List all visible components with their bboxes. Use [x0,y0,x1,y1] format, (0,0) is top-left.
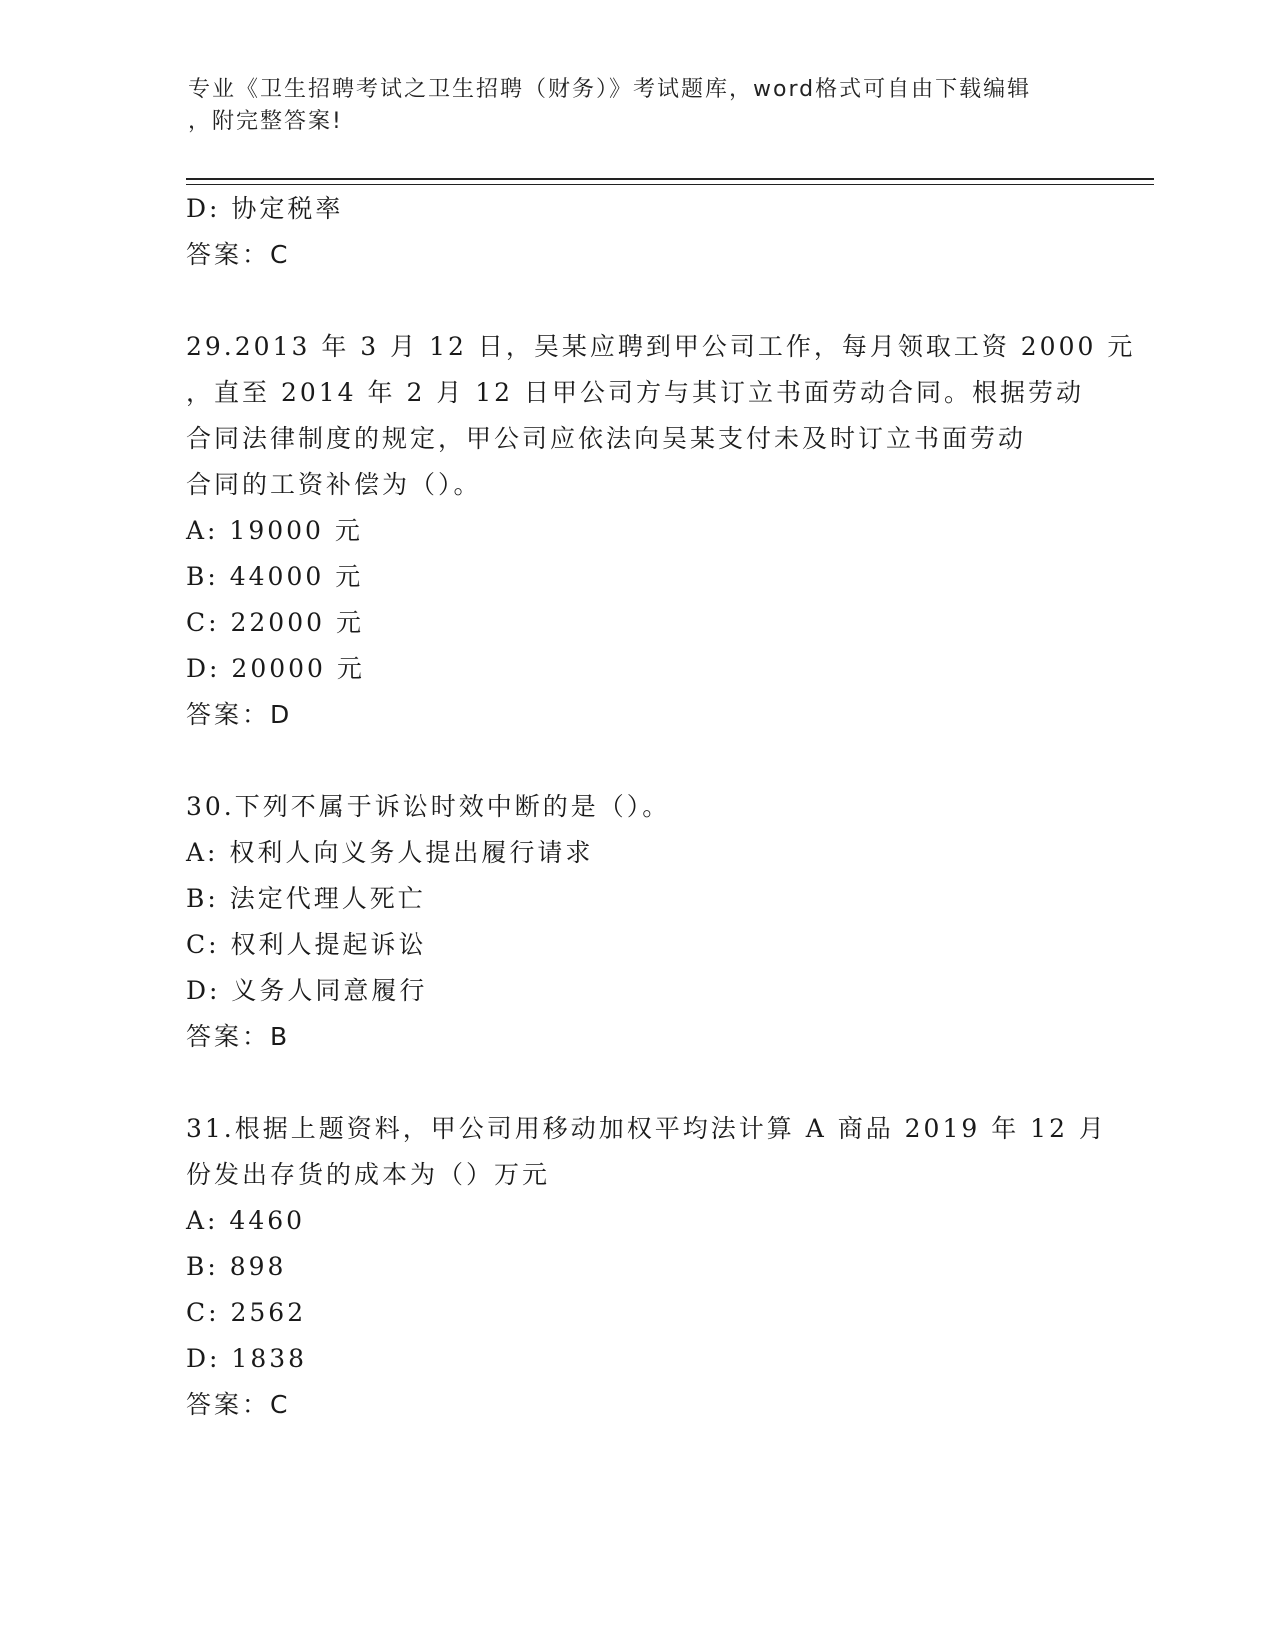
spacer [186,738,1086,784]
question-29-option-c: C: 22000 元 [186,608,364,637]
prev-option-d: D: 协定税率 [186,194,344,223]
document-header [188,74,1088,138]
question-29-option-a: A: 19000 元 [186,516,363,545]
question-29-option-d: D: 20000 元 [186,654,365,683]
question-30-answer: 答案：B [186,1022,291,1051]
question-29-line: 合同的工资补偿为（）。 [186,470,482,499]
question-29-option-b: B: 44000 元 [186,562,364,591]
question-30-option-c: C: 权利人提起诉讼 [186,930,427,959]
question-30-option-a: A: 权利人向义务人提出履行请求 [186,838,594,867]
spacer [186,1060,1086,1106]
question-31-line: 31.根据上题资料，甲公司用移动加权平均法计算 A 商品 2019 年 12 月 [186,1114,1107,1143]
question-29-line: 合同法律制度的规定，甲公司应依法向吴某支付未及时订立书面劳动 [186,424,1027,453]
question-31-line: 份发出存货的成本为（）万元 [186,1160,551,1189]
question-30-line: 30.下列不属于诉讼时效中断的是（）。 [186,792,671,821]
question-31 [186,1106,1107,1198]
header-line-1: 专业《卫生招聘考试之卫生招聘（财务）》考试题库，word格式可自由下载编辑 [188,77,1032,102]
question-31-option-b: B: 898 [186,1252,287,1281]
spacer [186,278,1086,324]
question-29-line: ，直至 2014 年 2 月 12 日甲公司方与其订立书面劳动合同。根据劳动 [186,378,1085,407]
question-31-option-a: A: 4460 [186,1206,306,1235]
question-31-answer: 答案：C [186,1390,291,1419]
question-29-line: 29.2013 年 3 月 12 日，吴某应聘到甲公司工作，每月领取工资 2000 元 [186,332,1136,361]
header-rule-thin [186,184,1154,185]
header-line-2: ，附完整答案! [188,109,343,134]
question-body [186,186,1136,1428]
question-29 [186,324,1136,508]
question-30-option-b: B: 法定代理人死亡 [186,884,426,913]
question-31-option-c: C: 2562 [186,1298,307,1327]
question-31-option-d: D: 1838 [186,1344,308,1373]
prev-answer: 答案：C [186,240,291,269]
question-29-answer: 答案：D [186,700,293,729]
question-30-option-d: D: 义务人同意履行 [186,976,428,1005]
question-30 [186,784,1086,830]
header-rule-thick [186,178,1154,180]
